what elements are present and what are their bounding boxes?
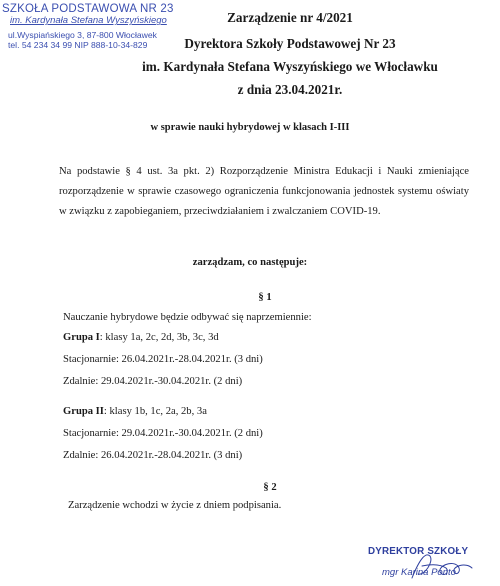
stamp-phone-nip: tel. 54 234 34 99 NIP 888-10-34-829: [8, 40, 148, 51]
group-2-classes: [63, 406, 207, 417]
decree-phrase: zarządzam, co następuje:: [192, 257, 308, 268]
hybrid-intro: Nauczanie hybrydowe będzie odbywać się naprzemiennie:: [63, 312, 312, 323]
group-1-class-list: : klasy 1a, 2c, 2d, 3b, 3c, 3d: [99, 332, 219, 343]
group-1-label: Grupa I: [63, 332, 100, 343]
document-subject: w sprawie nauki hybrydowej w klasach I-III: [150, 122, 350, 133]
stamp-school-name: SZKOŁA PODSTAWOWA NR 23: [2, 3, 174, 15]
document-title: Zarządzenie nr 4/2021: [227, 10, 353, 25]
issuer-patron-line: im. Kardynała Stefana Wyszyńskiego we Włocławku: [142, 59, 438, 74]
effective-clause: Zarządzenie wchodzi w życie z dniem podpisania.: [68, 500, 282, 511]
section-2-heading: § 2: [263, 482, 277, 493]
stamp-patron: im. Kardynała Stefana Wyszyńskiego: [10, 15, 167, 27]
legal-basis-paragraph: Na podstawie § 4 ust. 3a pkt. 2) Rozporządzenie Ministra Edukacji i Nauki zmieniające rozporządzenie w sprawie czasowego ograniczenia funkcjonowania jednostek systemu oświaty w związku z zapobieganiem, przeciwdziałaniem i zwalczaniem COVID-19.: [59, 166, 469, 217]
group-1-remote: Zdalnie: 29.04.2021r.-30.04.2021r. (2 dni): [63, 376, 243, 387]
director-signature-stamp: [358, 546, 498, 578]
director-title: DYREKTOR SZKOŁY: [368, 546, 469, 557]
handwritten-signature-icon: [406, 550, 476, 582]
document-date: z dnia 23.04.2021r.: [237, 82, 343, 97]
group-2-class-list: : klasy 1b, 1c, 2a, 2b, 3a: [103, 406, 207, 417]
stamp-address: ul.Wyspiańskiego 3, 87-800 Włocławek: [8, 30, 157, 41]
group-2-stationary: Stacjonarnie: 29.04.2021r.-30.04.2021r. (2 dni): [63, 428, 263, 439]
section-1-heading: § 1: [258, 292, 272, 303]
group-2-label: Grupa II: [63, 406, 104, 417]
group-1-classes: [63, 332, 219, 343]
group-1-stationary: Stacjonarnie: 26.04.2021r.-28.04.2021r. (3 dni): [63, 354, 263, 365]
group-2-remote: Zdalnie: 26.04.2021r.-28.04.2021r. (3 dni): [63, 450, 243, 461]
issuer-line: Dyrektora Szkoły Podstawowej Nr 23: [184, 36, 396, 51]
director-name: mgr Karina Ponto: [382, 567, 456, 578]
